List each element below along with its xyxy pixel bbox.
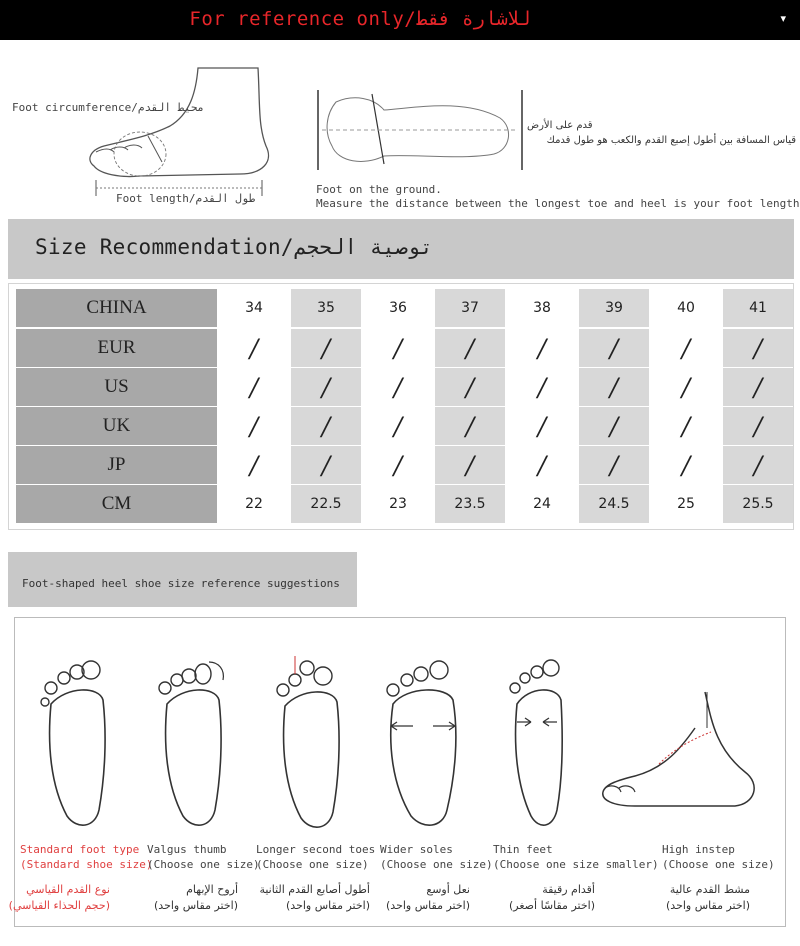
size-row-label: UK	[16, 407, 217, 445]
foot-type-name: Longer second toes	[256, 843, 376, 856]
ground-desc-en-2: Measure the distance between the longest toe and heel is your foot length	[316, 197, 800, 210]
size-cell	[363, 446, 433, 484]
size-value-placeholder: /	[681, 333, 691, 363]
second-toe-foot-icon	[271, 654, 349, 831]
size-cell	[435, 368, 505, 406]
size-cell	[723, 289, 793, 327]
sole-illustration	[314, 84, 526, 174]
size-cell	[291, 368, 361, 406]
size-cell	[651, 368, 721, 406]
size-cell	[579, 485, 649, 523]
size-value: 38	[533, 300, 551, 316]
size-value-placeholder: /	[321, 372, 331, 402]
size-value: 36	[389, 300, 407, 316]
size-cell	[723, 485, 793, 523]
size-cell	[219, 485, 289, 523]
size-row-uk	[16, 407, 788, 445]
chevron-down-icon[interactable]: ▾	[780, 12, 786, 25]
foot-type-name: Thin feet	[493, 843, 553, 856]
foot-types-panel	[14, 617, 786, 927]
size-cell	[363, 289, 433, 327]
size-value-placeholder: /	[753, 411, 763, 441]
foot-type-advice: (Choose one size)	[662, 858, 775, 871]
size-row-china	[16, 289, 788, 327]
foot-type-name-ar: أطول أصابع القدم الثانية	[259, 883, 370, 896]
foot-length-label: Foot length/طول القدم	[116, 192, 256, 205]
size-cell	[723, 407, 793, 445]
foot-type-name-ar: نوع القدم القياسي	[26, 883, 110, 896]
size-value-placeholder: /	[393, 372, 403, 402]
foot-type-advice-ar: (اختر مقاس واحد)	[286, 899, 370, 912]
size-value: 23.5	[454, 496, 486, 512]
ground-label-ar: قدم على الأرض	[527, 120, 593, 131]
foot-type-advice: (Choose one size)	[147, 858, 260, 871]
size-value-placeholder: /	[753, 450, 763, 480]
size-value-placeholder: /	[465, 411, 475, 441]
size-value: 25	[677, 496, 695, 512]
size-row-label: EUR	[16, 329, 217, 367]
foot-type-name-ar: أقدام رقيقة	[542, 883, 595, 896]
size-cell	[651, 329, 721, 367]
size-row-label: US	[16, 368, 217, 406]
size-value-placeholder: /	[609, 411, 619, 441]
size-cell	[507, 329, 577, 367]
size-value: 41	[749, 300, 767, 316]
foot-shape-title: Foot-shaped heel shoe size reference suggestions	[22, 577, 340, 590]
size-cell	[435, 289, 505, 327]
size-value-placeholder: /	[537, 333, 547, 363]
size-cell	[219, 407, 289, 445]
size-value-placeholder: /	[681, 450, 691, 480]
size-value-placeholder: /	[753, 333, 763, 363]
size-value: 40	[677, 300, 695, 316]
size-cell	[435, 407, 505, 445]
size-value-placeholder: /	[249, 372, 259, 402]
foot-type-advice-ar: (اختر مقاسًا أصغر)	[509, 899, 595, 912]
size-row-label: JP	[16, 446, 217, 484]
foot-type-name: Valgus thumb	[147, 843, 227, 856]
size-value-placeholder: /	[681, 411, 691, 441]
size-cell	[219, 289, 289, 327]
size-cell	[579, 368, 649, 406]
foot-type-advice-ar: (اختر مقاس واحد)	[666, 899, 750, 912]
foot-type-advice: (Standard shoe size)	[20, 858, 153, 871]
size-cell	[507, 407, 577, 445]
measurement-guide	[0, 40, 800, 215]
size-cell	[291, 485, 361, 523]
size-row-label: CM	[16, 485, 217, 523]
high-instep-foot-icon	[595, 688, 775, 818]
size-value-placeholder: /	[321, 450, 331, 480]
size-value-placeholder: /	[249, 333, 259, 363]
size-value: 39	[605, 300, 623, 316]
size-cell	[579, 289, 649, 327]
size-value-placeholder: /	[393, 411, 403, 441]
foot-type-name: High instep	[662, 843, 735, 856]
wide-sole-foot-icon	[383, 656, 463, 831]
size-value-placeholder: /	[753, 372, 763, 402]
top-banner	[0, 0, 800, 40]
foot-type-advice: (Choose one size smaller)	[493, 858, 659, 871]
size-cell	[219, 446, 289, 484]
size-cell	[507, 485, 577, 523]
size-value-placeholder: /	[249, 450, 259, 480]
size-row-cm	[16, 485, 788, 523]
valgus-foot-icon	[153, 654, 231, 831]
standard-foot-icon	[37, 656, 115, 831]
size-cell	[219, 368, 289, 406]
size-recommendation-title: Size Recommendation/توصية الحجم	[35, 235, 433, 259]
size-cell	[363, 407, 433, 445]
ground-desc-en-1: Foot on the ground.	[316, 183, 442, 196]
size-value: 24.5	[598, 496, 630, 512]
size-value-placeholder: /	[537, 372, 547, 402]
size-value: 35	[317, 300, 335, 316]
size-cell	[291, 407, 361, 445]
size-value-placeholder: /	[609, 333, 619, 363]
foot-type-advice-ar: (اختر مقاس واحد)	[386, 899, 470, 912]
size-cell	[435, 446, 505, 484]
size-cell	[291, 446, 361, 484]
ground-desc-ar: قياس المسافة بين أطول إصبع القدم والكعب هو طول قدمك	[546, 135, 796, 146]
size-cell	[435, 485, 505, 523]
size-value: 22.5	[310, 496, 342, 512]
size-cell	[579, 329, 649, 367]
size-value: 37	[461, 300, 479, 316]
foot-shape-header	[8, 552, 357, 607]
foot-type-name: Wider soles	[380, 843, 453, 856]
size-row-eur	[16, 329, 788, 367]
size-value: 22	[245, 496, 263, 512]
size-value-placeholder: /	[321, 333, 331, 363]
size-value: 23	[389, 496, 407, 512]
size-cell	[291, 329, 361, 367]
size-cell	[219, 329, 289, 367]
size-cell	[723, 329, 793, 367]
size-value-placeholder: /	[465, 372, 475, 402]
size-cell	[651, 446, 721, 484]
size-table	[8, 283, 794, 530]
size-value-placeholder: /	[393, 333, 403, 363]
foot-type-name-ar: أروح الإبهام	[186, 883, 238, 896]
size-value-placeholder: /	[537, 450, 547, 480]
size-value: 25.5	[742, 496, 774, 512]
size-row-label: CHINA	[16, 289, 217, 327]
size-cell	[579, 446, 649, 484]
size-cell	[651, 485, 721, 523]
size-row-jp	[16, 446, 788, 484]
side-foot-illustration	[80, 62, 280, 202]
size-cell	[507, 289, 577, 327]
foot-type-name: Standard foot type	[20, 843, 140, 856]
thin-foot-icon	[503, 656, 573, 831]
banner-title: For reference only/للاشارة فقط	[189, 8, 531, 30]
foot-circumference-label: Foot circumference/محيط القدم	[12, 101, 205, 114]
size-cell	[507, 446, 577, 484]
foot-type-name-ar: نعل أوسع	[426, 883, 470, 896]
size-value: 34	[245, 300, 263, 316]
size-cell	[363, 485, 433, 523]
size-value-placeholder: /	[609, 372, 619, 402]
size-value-placeholder: /	[465, 450, 475, 480]
size-cell	[363, 329, 433, 367]
size-cell	[363, 368, 433, 406]
size-cell	[723, 446, 793, 484]
size-value-placeholder: /	[681, 372, 691, 402]
size-cell	[507, 368, 577, 406]
size-cell	[579, 407, 649, 445]
foot-type-name-ar: مشط القدم عالية	[669, 883, 750, 896]
foot-type-advice: (Choose one size)	[256, 858, 369, 871]
size-value: 24	[533, 496, 551, 512]
size-cell	[723, 368, 793, 406]
size-value-placeholder: /	[393, 450, 403, 480]
foot-type-advice-ar: (اختر مقاس واحد)	[154, 899, 238, 912]
size-value-placeholder: /	[609, 450, 619, 480]
size-value-placeholder: /	[465, 333, 475, 363]
size-value-placeholder: /	[321, 411, 331, 441]
size-cell	[291, 289, 361, 327]
size-cell	[651, 289, 721, 327]
size-recommendation-header	[8, 219, 794, 279]
foot-type-advice-ar: (حجم الحذاء القياسي)	[8, 899, 110, 912]
size-row-us	[16, 368, 788, 406]
size-cell	[651, 407, 721, 445]
size-value-placeholder: /	[537, 411, 547, 441]
size-value-placeholder: /	[249, 411, 259, 441]
size-cell	[435, 329, 505, 367]
foot-type-advice: (Choose one size)	[380, 858, 493, 871]
